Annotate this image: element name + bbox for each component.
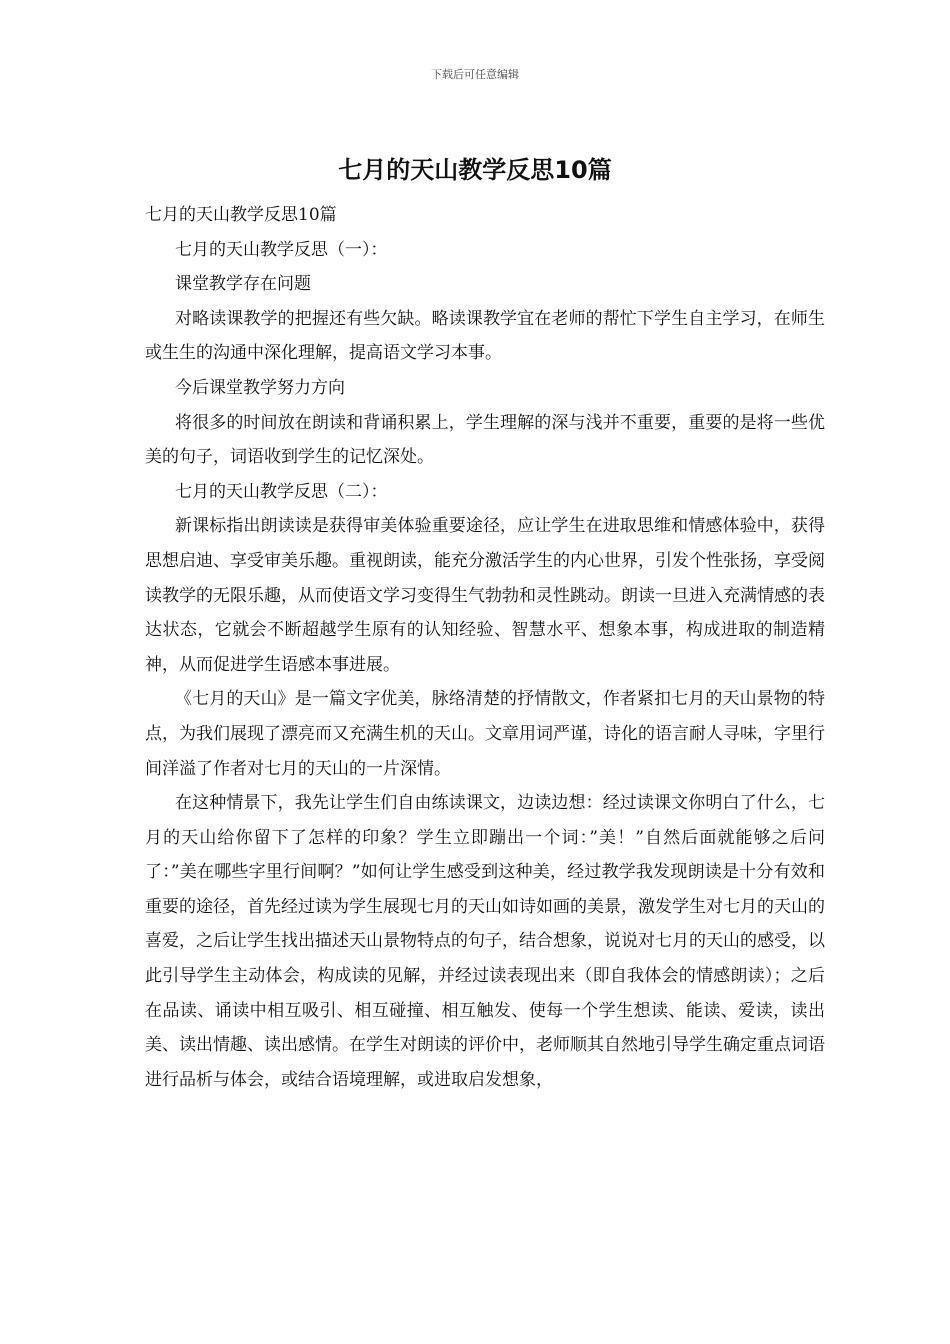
document-title: 七月的天山教学反思10篇 [338, 156, 612, 184]
paragraph-subtitle: 七月的天山教学反思10篇 [145, 205, 337, 225]
header-note: 下载后可任意编辑 [431, 68, 519, 81]
paragraph: 《七月的天山》是一篇文字优美，脉络清楚的抒情散文，作者紧扣七月的天山景物的特点，为我们展现了漂亮而又充满生机的天山。文章用词严谨，诗化的语言耐人寻味，字里行间洋溢了作者对七月的天山的一片深情。 [145, 689, 825, 779]
section-heading: 七月的天山教学反思（二）： [175, 481, 388, 502]
sub-heading: 今后课堂教学努力方向 [175, 377, 345, 398]
document-body [145, 198, 825, 1097]
paragraph: 新课标指出朗读读是获得审美体验重要途径，应让学生在进取思维和情感体验中，获得思想启迪、享受审美乐趣。重视朗读，能充分激活学生的内心世界，引发个性张扬，享受阅读教学的无限乐趣，从而使语文学习变得生气勃勃和灵性跳动。朗读一旦进入充满情感的表达状态，它就会不断超越学生原有的认知经验、智慧水平、想象本事，构成进取的制造精神，从而促进学生语感本事进展。 [145, 516, 825, 675]
sub-heading: 课堂教学存在问题 [175, 274, 311, 295]
paragraph: 在这种情景下，我先让学生们自由练读课文，边读边想：经过读课文你明白了什么，七月的天山给你留下了怎样的印象？学生立即蹦出一个词：”美！”自然后面就能够之后问了：”美在哪些字里行间啊？”如何让学生感受到这种美，经过教学我发现朗读是十分有效和重要的途径，首先经过读为学生展现七月的天山如诗如画的美景，激发学生对七月的天山的喜爱，之后让学生找出描述天山景物特点的句子，结合想象，说说对七月的天山的感受，以此引导学生主动体会，构成读的见解，并经过读表现出来（即自我体会的情感朗读）；之后在品读、诵读中相互吸引、相互碰撞、相互触发、使每一个学生想读、能读、爱读，读出美、读出情趣、读出感情。在学生对朗读的评价中，老师顺其自然地引导学生确定重点词语进行品析与体会，或结合语境理解，或进取启发想象， [145, 793, 825, 1090]
paragraph: 对略读课教学的把握还有些欠缺。略读课教学宜在老师的帮忙下学生自主学习，在师生或生生的沟通中深化理解，提高语文学习本事。 [145, 308, 825, 364]
section-heading: 七月的天山教学反思（一）： [175, 239, 388, 260]
paragraph: 将很多的时间放在朗读和背诵积累上，学生理解的深与浅并不重要，重要的是将一些优美的句子，词语收到学生的记忆深处。 [145, 412, 825, 468]
